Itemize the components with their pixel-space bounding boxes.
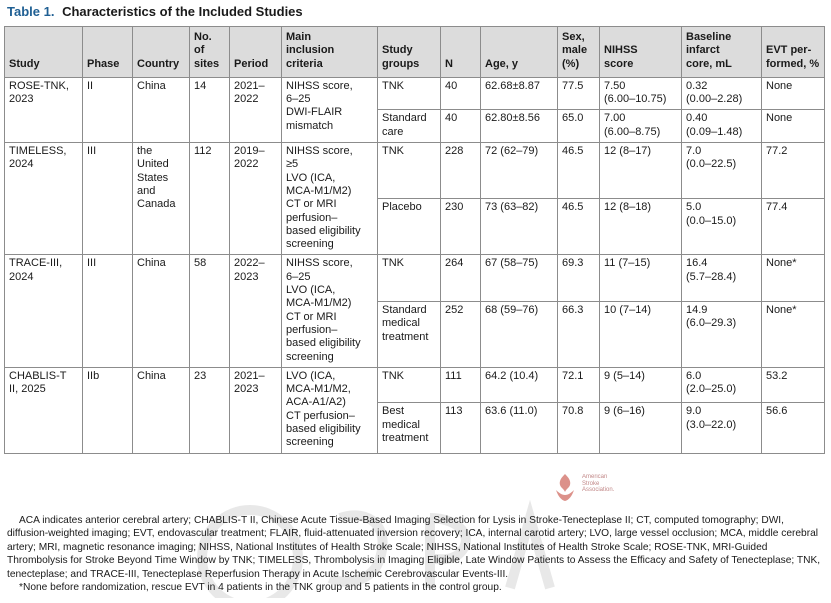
- col-n: N: [441, 27, 481, 78]
- asterisk-footnote: *None before randomization, rescue EVT in 4 patients in the TNK group and 5 patients in the control group.: [19, 582, 502, 594]
- study-cell: TRACE-III, 2024: [5, 255, 83, 367]
- age-cell: 64.2 (10.4): [481, 367, 558, 403]
- age-cell: 68 (59–76): [481, 302, 558, 368]
- group-cell: TNK: [378, 77, 441, 110]
- sex-cell: 65.0: [558, 110, 600, 143]
- nihss-cell: 7.50 (6.00–10.75): [600, 77, 682, 110]
- study-cell: ROSE-TNK, 2023: [5, 77, 83, 142]
- col-sites: No. of sites: [190, 27, 230, 78]
- period-cell: 2021– 2023: [230, 367, 282, 453]
- torch-logo-icon: [552, 472, 578, 502]
- n-cell: 40: [441, 77, 481, 110]
- country-cell: China: [133, 255, 190, 367]
- sex-cell: 72.1: [558, 367, 600, 403]
- sex-cell: 46.5: [558, 199, 600, 255]
- col-criteria: Main inclusion criteria: [282, 27, 378, 78]
- sex-cell: 66.3: [558, 302, 600, 368]
- n-cell: 252: [441, 302, 481, 368]
- col-evt: EVT per- formed, %: [762, 27, 825, 78]
- group-cell: TNK: [378, 143, 441, 199]
- phase-cell: III: [83, 255, 133, 367]
- sites-cell: 112: [190, 143, 230, 255]
- age-cell: 67 (58–75): [481, 255, 558, 302]
- core-cell: 6.0 (2.0–25.0): [682, 367, 762, 403]
- sex-cell: 69.3: [558, 255, 600, 302]
- country-cell: China: [133, 367, 190, 453]
- col-nihss: NIHSS score: [600, 27, 682, 78]
- sex-cell: 46.5: [558, 143, 600, 199]
- col-phase: Phase: [83, 27, 133, 78]
- phase-cell: IIb: [83, 367, 133, 453]
- col-age: Age, y: [481, 27, 558, 78]
- period-cell: 2021– 2022: [230, 77, 282, 142]
- col-period: Period: [230, 27, 282, 78]
- evt-cell: 77.4: [762, 199, 825, 255]
- period-cell: 2022– 2023: [230, 255, 282, 367]
- col-core: Baseline infarct core, mL: [682, 27, 762, 78]
- group-cell: TNK: [378, 255, 441, 302]
- criteria-cell: LVO (ICA, MCA-M1/M2, ACA-A1/A2) CT perfusion– based eligibility screening: [282, 367, 378, 453]
- table-row: [5, 143, 825, 199]
- criteria-cell: NIHSS score, 6–25 LVO (ICA, MCA-M1/M2) CT or MRI perfusion– based eligibility screening: [282, 255, 378, 367]
- group-cell: TNK: [378, 367, 441, 403]
- core-cell: 0.32 (0.00–2.28): [682, 77, 762, 110]
- table-number: Table 1.: [7, 4, 55, 19]
- table-row: [5, 255, 825, 302]
- sex-cell: 70.8: [558, 403, 600, 453]
- phase-cell: II: [83, 77, 133, 142]
- sex-cell: 77.5: [558, 77, 600, 110]
- age-cell: 62.80±8.56: [481, 110, 558, 143]
- col-sex: Sex, male (%): [558, 27, 600, 78]
- study-cell: TIMELESS, 2024: [5, 143, 83, 255]
- table-title: [7, 4, 303, 19]
- study-cell: CHABLIS-T II, 2025: [5, 367, 83, 453]
- nihss-cell: 7.00 (6.00–8.75): [600, 110, 682, 143]
- evt-cell: None: [762, 110, 825, 143]
- nihss-cell: 9 (5–14): [600, 367, 682, 403]
- n-cell: 228: [441, 143, 481, 199]
- table-row: [5, 77, 825, 110]
- group-cell: Standard medical treatment: [378, 302, 441, 368]
- group-cell: Best medical treatment: [378, 403, 441, 453]
- n-cell: 111: [441, 367, 481, 403]
- sites-cell: 23: [190, 367, 230, 453]
- abbreviations-footnote: ACA indicates anterior cerebral artery; CHABLIS-T II, Chinese Acute Tissue-Based Imaging Selection for Lysis in Stroke-Tenecteplase II; CT, computed tomography; DWI, diffusion-weighted imaging; EVT, endovascular treatment; FLAIR, fluid-attenuated inversion recovery; ICA, internal carotid artery; LVO, large vessel occlusion; MCA, middle cerebral artery; MRI, magnetic resonance imaging; NIHSS, National Institutes of Health Stroke Scale; NIHSS, National Institutes of Health Stroke Scale; ROSE-TNK, MRI-Guided Thrombolysis for Stroke Beyond Time Window by TNK; TIMELESS, Thrombolysis in Imaging Eligible, Late Window Patients to Assess the Efficacy and Safety of Tenecteplase; TNK, tenecteplase; and TRACE-III, Tenecteplase Reperfusion Therapy in Acute Ischemic Cerebrovascular Events-III.: [7, 515, 821, 580]
- core-cell: 7.0 (0.0–22.5): [682, 143, 762, 199]
- criteria-cell: NIHSS score, 6–25 DWI-FLAIR mismatch: [282, 77, 378, 142]
- phase-cell: III: [83, 143, 133, 255]
- table-caption: Characteristics of the Included Studies: [62, 4, 303, 19]
- col-country: Country: [133, 27, 190, 78]
- logo-text: American Stroke Association.: [582, 474, 615, 493]
- n-cell: 113: [441, 403, 481, 453]
- criteria-cell: NIHSS score, ≥5 LVO (ICA, MCA-M1/M2) CT or MRI perfusion– based eligibility screening: [282, 143, 378, 255]
- group-cell: Placebo: [378, 199, 441, 255]
- age-cell: 73 (63–82): [481, 199, 558, 255]
- sites-cell: 14: [190, 77, 230, 142]
- country-cell: China: [133, 77, 190, 142]
- nihss-cell: 12 (8–18): [600, 199, 682, 255]
- evt-cell: None*: [762, 255, 825, 302]
- period-cell: 2019– 2022: [230, 143, 282, 255]
- n-cell: 40: [441, 110, 481, 143]
- group-cell: Standard care: [378, 110, 441, 143]
- core-cell: 14.9 (6.0–29.3): [682, 302, 762, 368]
- evt-cell: None: [762, 77, 825, 110]
- table-footnotes: [7, 514, 823, 594]
- nihss-cell: 9 (6–16): [600, 403, 682, 453]
- table-row: [5, 367, 825, 403]
- association-logo: [552, 470, 642, 504]
- country-cell: the United States and Canada: [133, 143, 190, 255]
- age-cell: 63.6 (11.0): [481, 403, 558, 453]
- age-cell: 72 (62–79): [481, 143, 558, 199]
- header-row: [5, 27, 825, 78]
- core-cell: 0.40 (0.09–1.48): [682, 110, 762, 143]
- age-cell: 62.68±8.87: [481, 77, 558, 110]
- nihss-cell: 11 (7–15): [600, 255, 682, 302]
- n-cell: 264: [441, 255, 481, 302]
- evt-cell: None*: [762, 302, 825, 368]
- sites-cell: 58: [190, 255, 230, 367]
- col-study: Study: [5, 27, 83, 78]
- core-cell: 9.0 (3.0–22.0): [682, 403, 762, 453]
- n-cell: 230: [441, 199, 481, 255]
- evt-cell: 77.2: [762, 143, 825, 199]
- nihss-cell: 12 (8–17): [600, 143, 682, 199]
- nihss-cell: 10 (7–14): [600, 302, 682, 368]
- col-groups: Study groups: [378, 27, 441, 78]
- evt-cell: 53.2: [762, 367, 825, 403]
- core-cell: 5.0 (0.0–15.0): [682, 199, 762, 255]
- core-cell: 16.4 (5.7–28.4): [682, 255, 762, 302]
- characteristics-table: [4, 26, 825, 454]
- evt-cell: 56.6: [762, 403, 825, 453]
